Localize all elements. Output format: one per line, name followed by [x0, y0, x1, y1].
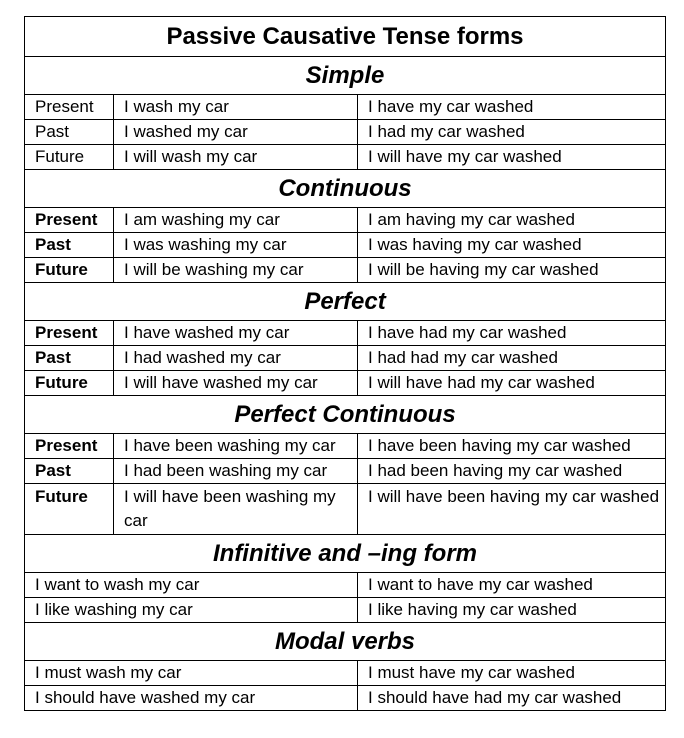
table-row — [25, 321, 666, 346]
section-header-row — [25, 170, 666, 208]
active-form: I want to wash my car — [25, 573, 358, 598]
active-form: I washed my car — [114, 120, 358, 145]
causative-form: I had had my car washed — [358, 346, 666, 371]
tense-label: Future — [25, 145, 114, 170]
table-row — [25, 484, 666, 535]
active-form: I should have washed my car — [25, 686, 358, 711]
causative-form: I will have my car washed — [358, 145, 666, 170]
tense-label: Present — [25, 321, 114, 346]
active-form: I have washed my car — [114, 321, 358, 346]
active-form: I will have been washing my car — [114, 484, 358, 535]
causative-form: I must have my car washed — [358, 661, 666, 686]
tense-label: Future — [25, 371, 114, 396]
section-heading: Modal verbs — [25, 623, 666, 661]
passive-causative-table — [24, 16, 666, 711]
table-title: Passive Causative Tense forms — [25, 17, 666, 57]
tense-label: Future — [25, 484, 114, 535]
active-form: I like washing my car — [25, 598, 358, 623]
active-form: I must wash my car — [25, 661, 358, 686]
section-header-row — [25, 396, 666, 434]
tense-label: Present — [25, 95, 114, 120]
causative-form: I have been having my car washed — [358, 434, 666, 459]
active-form: I will wash my car — [114, 145, 358, 170]
table-row — [25, 145, 666, 170]
table-row — [25, 233, 666, 258]
active-form: I will be washing my car — [114, 258, 358, 283]
active-form: I will have washed my car — [114, 371, 358, 396]
causative-form: I want to have my car washed — [358, 573, 666, 598]
section-heading: Continuous — [25, 170, 666, 208]
section-header-row — [25, 57, 666, 95]
causative-form: I had been having my car washed — [358, 459, 666, 484]
causative-form: I will have been having my car washed — [358, 484, 666, 535]
active-form: I wash my car — [114, 95, 358, 120]
section-heading: Infinitive and –ing form — [25, 535, 666, 573]
tense-label: Past — [25, 120, 114, 145]
active-form: I had been washing my car — [114, 459, 358, 484]
tense-label: Future — [25, 258, 114, 283]
table-row — [25, 258, 666, 283]
tense-label: Present — [25, 208, 114, 233]
causative-form: I am having my car washed — [358, 208, 666, 233]
table-row — [25, 459, 666, 484]
table-row — [25, 661, 666, 686]
table-row — [25, 573, 666, 598]
table-row — [25, 346, 666, 371]
causative-form: I like having my car washed — [358, 598, 666, 623]
section-header-row — [25, 623, 666, 661]
section-heading: Perfect — [25, 283, 666, 321]
tense-label: Past — [25, 459, 114, 484]
causative-form: I was having my car washed — [358, 233, 666, 258]
section-heading: Perfect Continuous — [25, 396, 666, 434]
causative-form: I have my car washed — [358, 95, 666, 120]
table-row — [25, 120, 666, 145]
causative-form: I have had my car washed — [358, 321, 666, 346]
causative-form: I had my car washed — [358, 120, 666, 145]
table-row — [25, 598, 666, 623]
tense-label: Present — [25, 434, 114, 459]
causative-form: I should have had my car washed — [358, 686, 666, 711]
section-heading: Simple — [25, 57, 666, 95]
table-row — [25, 95, 666, 120]
title-row — [25, 17, 666, 57]
causative-form: I will have had my car washed — [358, 371, 666, 396]
active-form: I am washing my car — [114, 208, 358, 233]
active-form: I had washed my car — [114, 346, 358, 371]
table-row — [25, 371, 666, 396]
tense-label: Past — [25, 346, 114, 371]
table-row — [25, 434, 666, 459]
table-row — [25, 686, 666, 711]
table-row — [25, 208, 666, 233]
section-header-row — [25, 535, 666, 573]
causative-form: I will be having my car washed — [358, 258, 666, 283]
section-header-row — [25, 283, 666, 321]
active-form: I was washing my car — [114, 233, 358, 258]
tense-label: Past — [25, 233, 114, 258]
active-form: I have been washing my car — [114, 434, 358, 459]
